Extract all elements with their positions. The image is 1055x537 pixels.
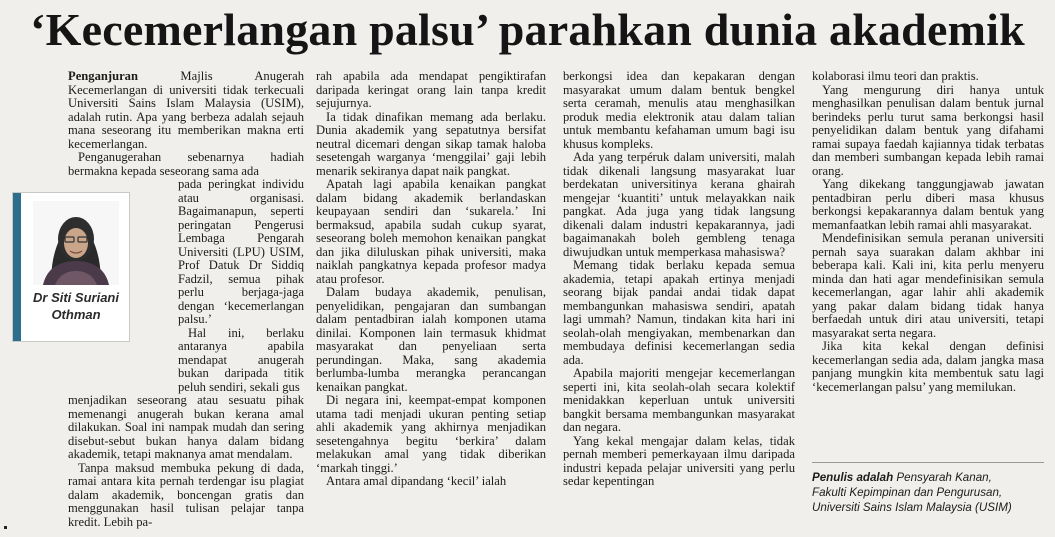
print-mark [4, 526, 7, 529]
paragraph: berkongsi idea dan kepakaran dengan masyarakat umum dalam bentuk bengkel serta ceramah, menulis atau menghasilkan produk media elektronik atau dalam talian untuk membantu kefahaman umum bagi isu khusus kompleks. [563, 69, 795, 151]
paragraph: rah apabila ada mendapat pengiktirafan daripada keringat orang lain tanpa kredit sejujurnya. [316, 69, 546, 110]
paragraph: Memang tidak berlaku kepada semua akademia, tetapi apakah ertinya menjadi seorang bijak pandai andai tidak dapat membangunkan mahasiswa sendiri, apatah lagi ummah? Namun, tindakan kita hari ini seolah-olah mengiyakan, membenarkan dan membudaya definisi kecemerlangan sedia ada. [563, 258, 795, 367]
paragraph: Hal ini, berlaku antaranya apabila mendapat anugerah bukan daripada titik peluh sendiri, sekali gus [178, 325, 304, 394]
writer-note [812, 470, 1044, 515]
paragraph: Mendefinisikan semula peranan universiti pernah saya suarakan dalam akhbar ini beberapa kali. Kali ini, kita perlu menyeru minda dan hati agar mendefinisikan semula kecemerlangan, agar lahir ahli akademik yang pakar dalam bidang tidak hanya berfaedah untuk diri atau universiti, tetapi masyarakat serta negara. [812, 231, 1044, 340]
author-box [12, 192, 130, 342]
headline: ‘Kecemerlangan palsu’ parahkan dunia akademik [30, 4, 1025, 55]
paragraph: Yang kekal mengajar dalam kelas, tidak pernah memberi pemerkayaan ilmu daripada industri kepada pelajar universiti yang perlu sedar kepentingan [563, 433, 795, 488]
writer-note-line: Fakulti Kepimpinan dan Pengurusan, [812, 486, 1003, 499]
paragraph: menjadikan seseorang atau sesuatu pihak memenangi anugerah bukan kerana amal dilakukan. Soal ini nampak mudah dan sering disebut-sebut bukan hanya dalam bidang akademik, tetapi maknanya amat mendalam. [68, 393, 304, 461]
paragraph: Di negara ini, keempat-empat komponen utama tadi menjadi ukuran penting setiap ahli akademik yang akhirnya menjadikan sesetengahnya begitu ‘berkira’ dalam melakukan amal yang tidak diberikan ‘markah tinggi.’ [316, 393, 546, 475]
paragraph: Antara amal dipandang ‘kecil’ ialah [326, 474, 507, 488]
kicker: Penganjuran [68, 69, 138, 83]
column-3 [563, 70, 795, 489]
accent-bar [13, 193, 21, 341]
article-body [0, 70, 1055, 537]
paragraph: Apabila majoriti mengejar kecemerlangan seperti ini, kita seolah-olah secara kolektif menidakkan keperluan untuk universiti bangkit bersama membangunkan masyarakat dan negara. [563, 366, 795, 434]
writer-note-line: Universiti Sains Islam Malaysia (USIM) [812, 501, 1012, 514]
writer-note-line [812, 470, 1044, 485]
paragraph: Tanpa maksud membuka pekung di dada, ramai antara kita pernah terdengar isu plagiat dalam akademik, boncengan gratis dan menggunakan hasil tulisan pelajar tanpa kredit. Lebih pa- [68, 460, 304, 529]
paragraph: Ia tidak dinafikan memang ada berlaku. Dunia akademik yang sepatutnya bersifat neutral dicemari dengan sikap tamak haloba sesetengah warganya ‘menggilai’ gaji lebih menarik sekiranya dapat naik pangkat. [316, 109, 546, 178]
writer-note-text: Pensyarah Kanan, [896, 471, 992, 484]
column-4 [812, 70, 1044, 394]
paragraph-text: Majlis Anugerah Kecemerlangan di universiti tidak terkecuali Universiti Sains Islam Malaysia (USIM), adalah rutin. Apa yang berbeza adalah sejauh mana seseorang itu memberikan makna erti kecemerlangan. [68, 69, 304, 151]
paragraph: Yang dikekang tanggungjawab jawatan pentadbiran perlu diberi masa khusus berkongsi kepakarannya dalam bentuk yang memanfaatkan lebih ramai ahli masyarakat. [812, 177, 1044, 232]
writer-note-label: Penulis adalah [812, 471, 894, 484]
paragraph [68, 70, 304, 151]
divider [812, 462, 1044, 463]
paragraph: kolaborasi ilmu teori dan praktis. [812, 69, 979, 83]
paragraph: Apatah lagi apabila kenaikan pangkat dalam bidang akademik berlandaskan keupayaan sendiri dan ‘sukarela.’ Ini bermaksud, apabila sudah cukup syarat, seseorang boleh memohon kenaikan pangkat dan jika diluluskan pihak universiti, maka naiklah pangkatnya kepada profesor madya atau profesor. [316, 177, 546, 286]
paragraph: Jika kita kekal dengan definisi kecemerlangan sedia ada, dalam jangka masa panjang mungkin kita membentuk satu lagi ‘kecemerlangan palsu’ yang memilukan. [812, 339, 1044, 394]
author-name-line: Othman [51, 307, 101, 322]
paragraph: pada peringkat individu atau organisasi. Bagaimanapun, seperti peringatan Pengerusi Lembaga Pengarah Universiti (LPU) USIM, Prof Datuk Dr Siddiq Fadzil, semua pihak perlu berjaga-jaga dengan ‘kecemerlangan palsu.’ [178, 177, 304, 326]
author-name [23, 289, 129, 323]
author-name-line: Dr Siti Suriani [33, 290, 119, 305]
paragraph: Dalam budaya akademik, penulisan, penyelidikan, pengajaran dan sumbangan dalam pentadbiran ialah komponen utama dinilai. Komponen lain termasuk khidmat masyarakat dan penyeliaan serta perundingan. Maka, sang akademia berlumba-lumba merangka perancangan kenaikan pangkat. [316, 285, 546, 394]
paragraph: Yang mengurung diri hanya untuk menghasilkan penulisan dalam bentuk jurnal berindeks perlu turut sama berkongsi hasil penyelidikan dalam bentuk yang difahami ramai supaya faedah kajiannya tidak terbatas dan memberi sumbangan kepada lebih ramai orang. [812, 82, 1044, 178]
paragraph: Penganugerahan sebenarnya hadiah bermakna kepada seseorang sama ada [68, 150, 304, 178]
paragraph: Ada yang terpéruk dalam universiti, malah tidak dikenali langsung masyarakat luar berdekatan universitinya kerana ghairah mengejar ‘kuantiti’ untuk melayakkan naik pangkat. Ada juga yang tidak langsung dikenali dalam industri kepakarannya, jadi bagaimanakah boleh gembleng tenaga diwujudkan untuk memperkasa mahasiswa? [563, 150, 795, 259]
column-2 [316, 70, 546, 489]
author-portrait-icon [33, 201, 119, 285]
